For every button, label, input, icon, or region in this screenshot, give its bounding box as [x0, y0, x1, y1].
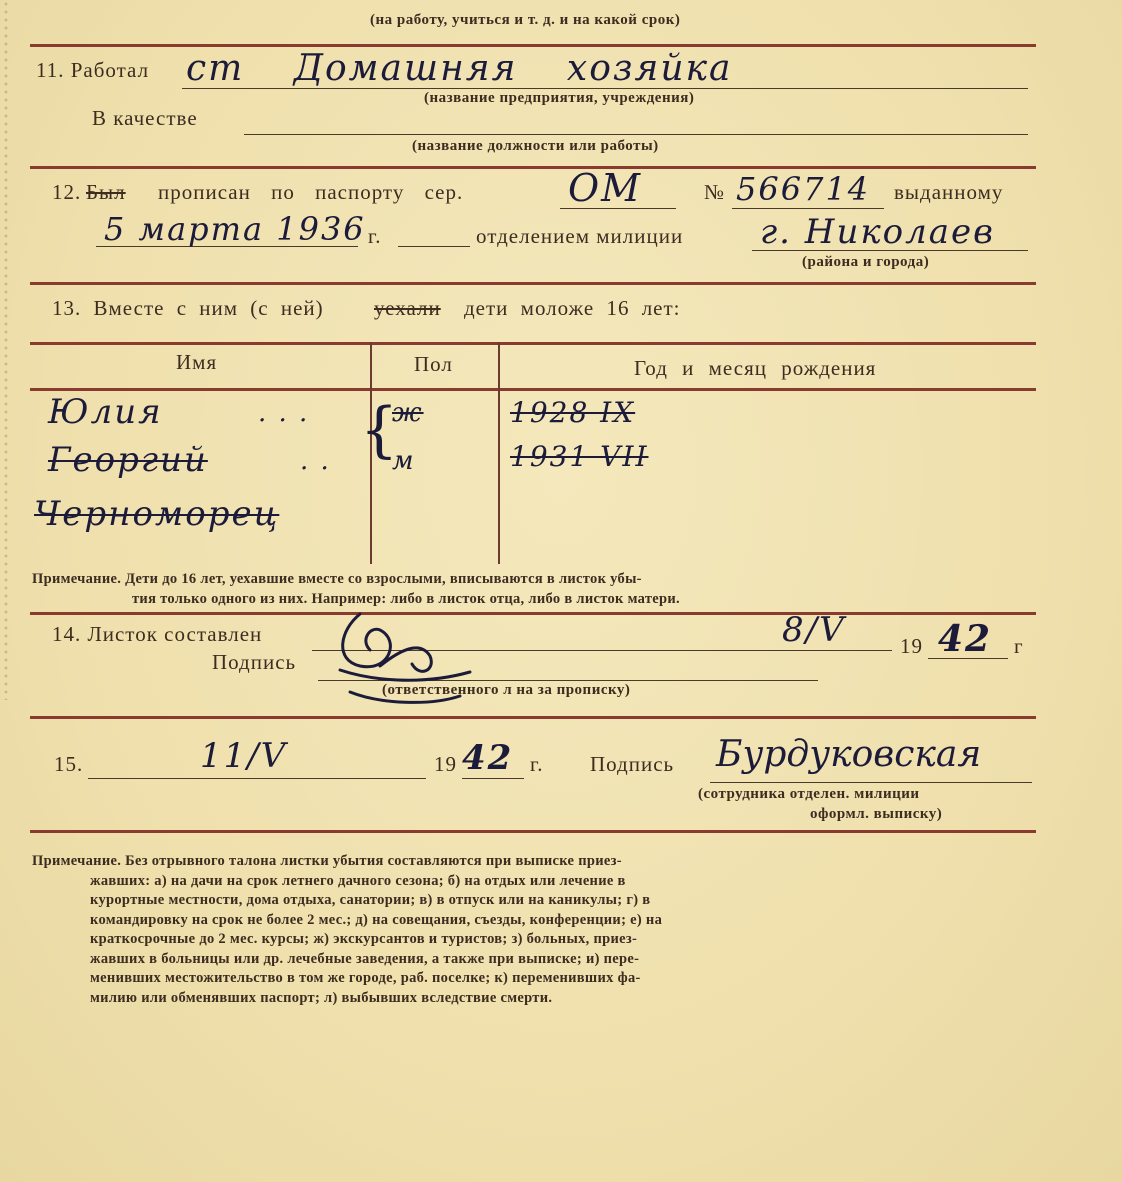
- item12-g-label: г.: [368, 224, 382, 248]
- section-divider: [30, 166, 1036, 169]
- footnote: [32, 852, 662, 1008]
- item14-year-value: 42: [938, 618, 993, 660]
- child-sex: м: [392, 446, 416, 476]
- item14-signature-scribble: [320, 600, 480, 720]
- children-table-top-rule: [30, 342, 1036, 345]
- section-divider: [30, 612, 1036, 615]
- item12-number: 12.: [52, 180, 82, 204]
- section-divider: [30, 44, 1036, 47]
- item15-year-prefix: 19: [434, 752, 457, 776]
- footnote-line: милию или обменявших паспорт; л) выбывших вследствие смерти.: [90, 989, 553, 1006]
- item12-text: прописан по паспорту сер.: [158, 180, 464, 204]
- item12-struck-word: Был: [86, 180, 126, 204]
- item13-text-end: дети моложе 16 лет:: [464, 296, 681, 320]
- child-name-dots: . . .: [258, 398, 310, 428]
- child-name: Юлия: [48, 392, 163, 432]
- child-name-dots: . .: [300, 446, 331, 476]
- item12-no-label: №: [704, 180, 726, 204]
- children-col-sex: Пол: [414, 352, 453, 376]
- item15-sign-underline: [710, 782, 1032, 783]
- item15-date-value: 11/V: [200, 736, 288, 776]
- item12-issue-date-value: 5 марта 1936: [104, 210, 366, 248]
- item15-sign-label: Подпись: [590, 752, 675, 776]
- item15-year-value: 42: [462, 738, 514, 778]
- child-name: Георгий: [48, 440, 208, 480]
- section-divider: [30, 282, 1036, 285]
- item12-number-underline: [732, 208, 884, 209]
- item15-year-underline: [462, 778, 524, 779]
- footnote-line: Примечание. Без отрывного талона листки убытия составляются при выписке приез-: [32, 853, 622, 869]
- item15-signature-value: Бурдуковская: [716, 734, 982, 775]
- item11-position-underline: [244, 134, 1028, 135]
- item15-date-underline: [88, 778, 426, 779]
- child-name: Черноморец: [34, 494, 280, 534]
- child-sex: ж: [392, 398, 424, 428]
- item12-blank-underline: [398, 246, 470, 247]
- child-birth: 1928 IX: [510, 396, 636, 429]
- item13-text-start: 13. Вместе с ним (с ней): [52, 296, 324, 320]
- item14-sign-label: Подпись: [212, 650, 297, 674]
- item10-caption: (на работу, учиться и т. д. и на какой срок): [370, 12, 681, 28]
- item12-passport-number-value: 566714: [736, 170, 871, 208]
- item12-city-caption: (района и города): [802, 254, 930, 270]
- children-col-name: Имя: [176, 350, 218, 374]
- item11-position-label: В качестве: [92, 106, 198, 130]
- item13-struck-word: уехали: [374, 296, 441, 320]
- note-line: Примечание. Дети до 16 лет, уехавшие вместе со взрослыми, вписываются в листок убы-: [32, 571, 642, 587]
- item15-caption-2: оформл. выписку): [810, 806, 943, 822]
- footnote-line: жавших в больницы или др. лечебные заведения, а также при выписке; и) пере-: [90, 950, 640, 967]
- children-table-divider: [498, 342, 500, 564]
- item11-label: 11. Работал: [36, 58, 150, 82]
- item12-series-value: ОМ: [568, 166, 643, 210]
- item15-caption-1: (сотрудника отделен. милиции: [698, 786, 920, 802]
- item14-label: 14. Листок составлен: [52, 622, 263, 646]
- child-birth: 1931 VII: [510, 440, 649, 473]
- item11-workplace-value: ст Домашняя хозяйка: [186, 48, 733, 89]
- section-divider: [30, 830, 1036, 833]
- item15-g-label: г.: [530, 752, 544, 776]
- item14-date-value: 8/V: [782, 610, 846, 650]
- item14-g-label: г: [1014, 634, 1024, 658]
- footnote-line: командировку на срок не более 2 мес.; д) на совещания, съезды, конференции; е) на: [90, 911, 663, 928]
- item15-number: 15.: [54, 752, 84, 776]
- footnote-line: курортные местности, дома отдыха, санатории; в) в отпуск или на каникулы; г) в: [90, 892, 651, 908]
- item14-year-prefix: 19: [900, 634, 923, 658]
- item12-militia-label: отделением милиции: [476, 224, 684, 248]
- perforated-edge: [4, 0, 8, 700]
- item11-org-caption: (название предприятия, учреждения): [424, 90, 695, 106]
- item12-city-value: г. Николаев: [760, 212, 995, 252]
- item12-issued-label: выданному: [894, 180, 1004, 204]
- footnote-line: менивших местожительство в том же городе, раб. поселке; к) переменивших фа-: [90, 970, 641, 986]
- item14-sign-caption: (ответственного л на за прописку): [382, 682, 631, 698]
- section-divider: [30, 716, 1036, 719]
- footnote-line: жавших: а) на дачи на срок летнего дачного сезона; б) на отдых или лечение в: [90, 872, 626, 889]
- children-table-header-rule: [30, 388, 1036, 391]
- note-line: тия только одного из них. Например: либо в листок отца, либо в листок матери.: [132, 590, 680, 607]
- children-brace: {: [360, 395, 401, 465]
- footnote-line: краткосрочные до 2 мес. курсы; ж) экскурсантов и туристов; з) больных, приез-: [90, 931, 638, 947]
- children-col-birth: Год и месяц рождения: [634, 356, 877, 380]
- item11-position-caption: (название должности или работы): [412, 138, 659, 154]
